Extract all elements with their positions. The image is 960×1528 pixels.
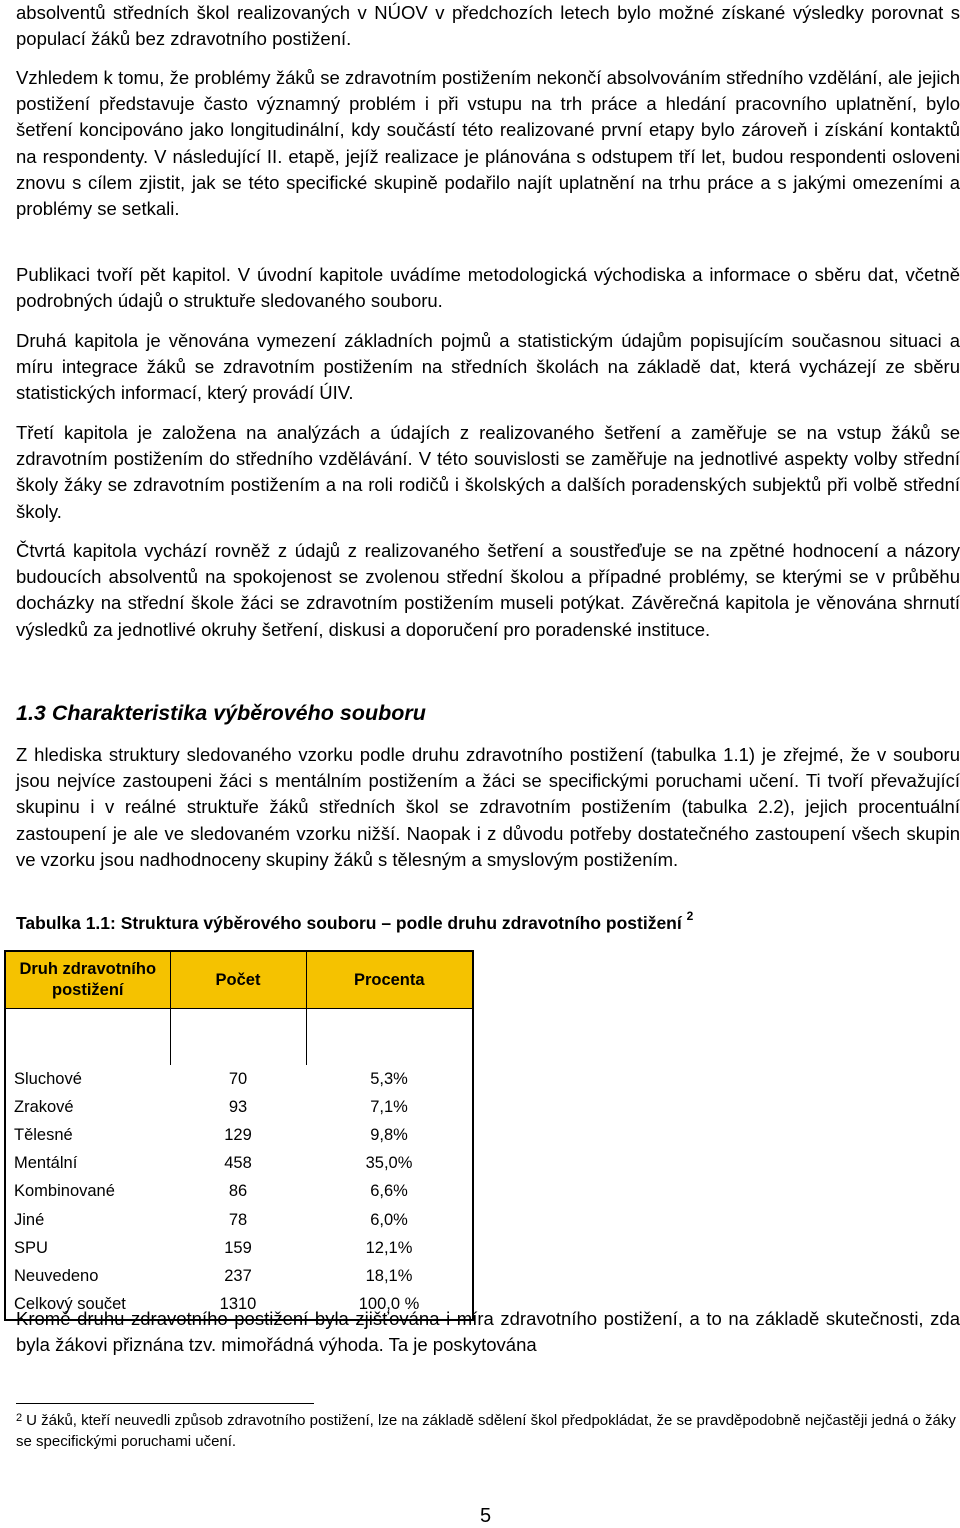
section-heading: 1.3 Charakteristika výběrového souboru xyxy=(16,701,426,725)
footnote-separator xyxy=(16,1403,314,1404)
column-header-count: Počet xyxy=(170,951,306,1009)
cell-percent: 12,1% xyxy=(306,1234,473,1262)
cell-type: Jiné xyxy=(5,1206,170,1234)
cell-count: 129 xyxy=(224,1125,252,1144)
footnote xyxy=(16,1410,960,1452)
cell-count: 458 xyxy=(224,1154,252,1173)
table-row xyxy=(5,1206,473,1234)
cell-percent: 18,1% xyxy=(306,1262,473,1290)
paragraph-chapter-four: Čtvrtá kapitola vychází rovněž z údajů z realizovaného šetření a soustřeďuje se na zpětné hodnocení a názory budoucích absolventů na spokojenost se zvolenou střední školou a případné problémy, se kterými se v průběhu docházky na střední škole žáci se zdravotním postižením museli potýkat. Závěrečná kapitola je věnována shrnutí výsledků za jednotlivé okruhy šetření, diskusi a doporučení pro poradenské instituce. xyxy=(16,540,960,640)
table-header-row xyxy=(5,951,473,1009)
page-number: 5 xyxy=(480,1505,492,1527)
cell-type: Sluchové xyxy=(5,1065,170,1093)
column-header-percent: Procenta xyxy=(306,951,473,1009)
data-table xyxy=(4,950,474,1321)
table-row xyxy=(5,1093,473,1121)
paragraph-longitudinal: Vzhledem k tomu, že problémy žáků se zdravotním postižením nekončí absolvováním středního vzdělání, ale jejich postižení představuje často významný problém i při vstupu na trh práce a hledání pracovního uplatnění, bylo šetření koncipováno jako longitudinální, kdy součástí této realizované první etapy bylo zároveň i získání kontaktů na respondenty. V následující II. etapě, jejíž realizace je plánována s odstupem tří let, budou respondenti osloveni znovu s cílem zjistit, jak se této specifické skupině podařilo najít uplatnění na trhu práce a s jakými omezeními a problémy se setkali. xyxy=(16,67,960,220)
cell-percent: 35,0% xyxy=(306,1150,473,1178)
table-row xyxy=(5,1065,473,1093)
cell-count: 1310 xyxy=(170,1291,306,1320)
cell-type: Neuvedeno xyxy=(5,1262,170,1290)
paragraph-disability-degree: Kromě druhu zdravotního postižení byla zjišťována i míra zdravotního postižení, a to na základě skutečnosti, zda byla žákovi přiznána tzv. mimořádná výhoda. Ta je poskytována xyxy=(16,1308,960,1356)
cell-percent: 5,3% xyxy=(306,1065,473,1093)
paragraph-sample-structure: Z hlediska struktury sledovaného vzorku podle druhu zdravotního postižení (tabulka 1.1) je zřejmé, že v souboru jsou nejvíce zastoupeni žáci s mentálním postižením a žáci se specifickými poruchami učení. Ti tvoří převažující skupinu i v reálné struktuře žáků středních škol se zdravotním postižením (tabulka 2.2), jejich procentuální zastoupení je ale ve sledovaném vzorku nižší. Naopak i z důvodu potřeby dostatečného zastoupení všech skupin ve vzorku jsou nadhodnoceny skupiny žáků s tělesným a smyslovým postižením. xyxy=(16,744,960,870)
table-row xyxy=(5,1234,473,1262)
footnote-text: U žáků, kteří neuvedli způsob zdravotního postižení, lze na základě sdělení škol předpokládat, že se pravděpodobně nejčastěji jedná o žáky se specifickými poruchami učení. xyxy=(16,1412,956,1450)
table-row xyxy=(5,1150,473,1178)
table-caption xyxy=(16,909,694,934)
cell-percent: 7,1% xyxy=(306,1093,473,1121)
table-row xyxy=(5,1178,473,1206)
cell-type: Mentální xyxy=(5,1150,170,1178)
table-row xyxy=(5,1121,473,1149)
cell-percent: 6,0% xyxy=(306,1206,473,1234)
footnote-reference: 2 xyxy=(686,909,694,923)
cell-count: 70 xyxy=(228,1069,248,1088)
cell-percent: 9,8% xyxy=(306,1121,473,1149)
cell-type: Tělesné xyxy=(5,1121,170,1149)
cell-count: 78 xyxy=(228,1210,248,1229)
paragraph-intro-end: absolventů středních škol realizovaných v NÚOV v předchozích letech bylo možné získané výsledky porovnat s populací žáků bez zdravotního postižení. xyxy=(16,2,960,50)
paragraph-chapters: Publikaci tvoří pět kapitol. V úvodní kapitole uvádíme metodologická východiska a informace o sběru dat, včetně podrobných údajů o struktuře sledovaného souboru. xyxy=(16,264,960,312)
table-caption-text: Tabulka 1.1: Struktura výběrového souboru – podle druhu zdravotního postižení xyxy=(16,913,682,933)
cell-type: Zrakové xyxy=(5,1093,170,1121)
paragraph-chapter-two: Druhá kapitola je věnována vymezení základních pojmů a statistickým údajům popisujícím současnou situaci a míru integrace žáků se zdravotním postižením na středních školách na základě dat, která vycházejí ze sběru statistických informací, který provádí ÚIV. xyxy=(16,330,960,404)
column-header-type: Druh zdravotního postižení xyxy=(5,951,170,1009)
cell-type: SPU xyxy=(5,1234,170,1262)
table-row xyxy=(5,1262,473,1290)
cell-count: 86 xyxy=(228,1182,248,1201)
cell-type: Kombinované xyxy=(5,1178,170,1206)
cell-count: 237 xyxy=(224,1266,252,1285)
table-spacer-row xyxy=(5,1009,473,1066)
footnote-mark: 2 xyxy=(16,1412,23,1424)
cell-type: Celkový součet xyxy=(5,1291,170,1320)
cell-count: 93 xyxy=(228,1097,248,1116)
cell-count: 159 xyxy=(224,1238,252,1257)
cell-percent: 6,6% xyxy=(306,1178,473,1206)
cell-percent: 100,0 % xyxy=(306,1291,473,1320)
paragraph-chapter-three: Třetí kapitola je založena na analýzách a údajích z realizovaného šetření a zaměřuje se na vstup žáků se zdravotním postižením do středního vzdělávání. V této souvislosti se zaměřuje na jednotlivé aspekty volby střední školy žáky se zdravotním postižením a na roli rodičů i školských a dalších poradenských subjektů při volbě střední školy. xyxy=(16,422,960,522)
